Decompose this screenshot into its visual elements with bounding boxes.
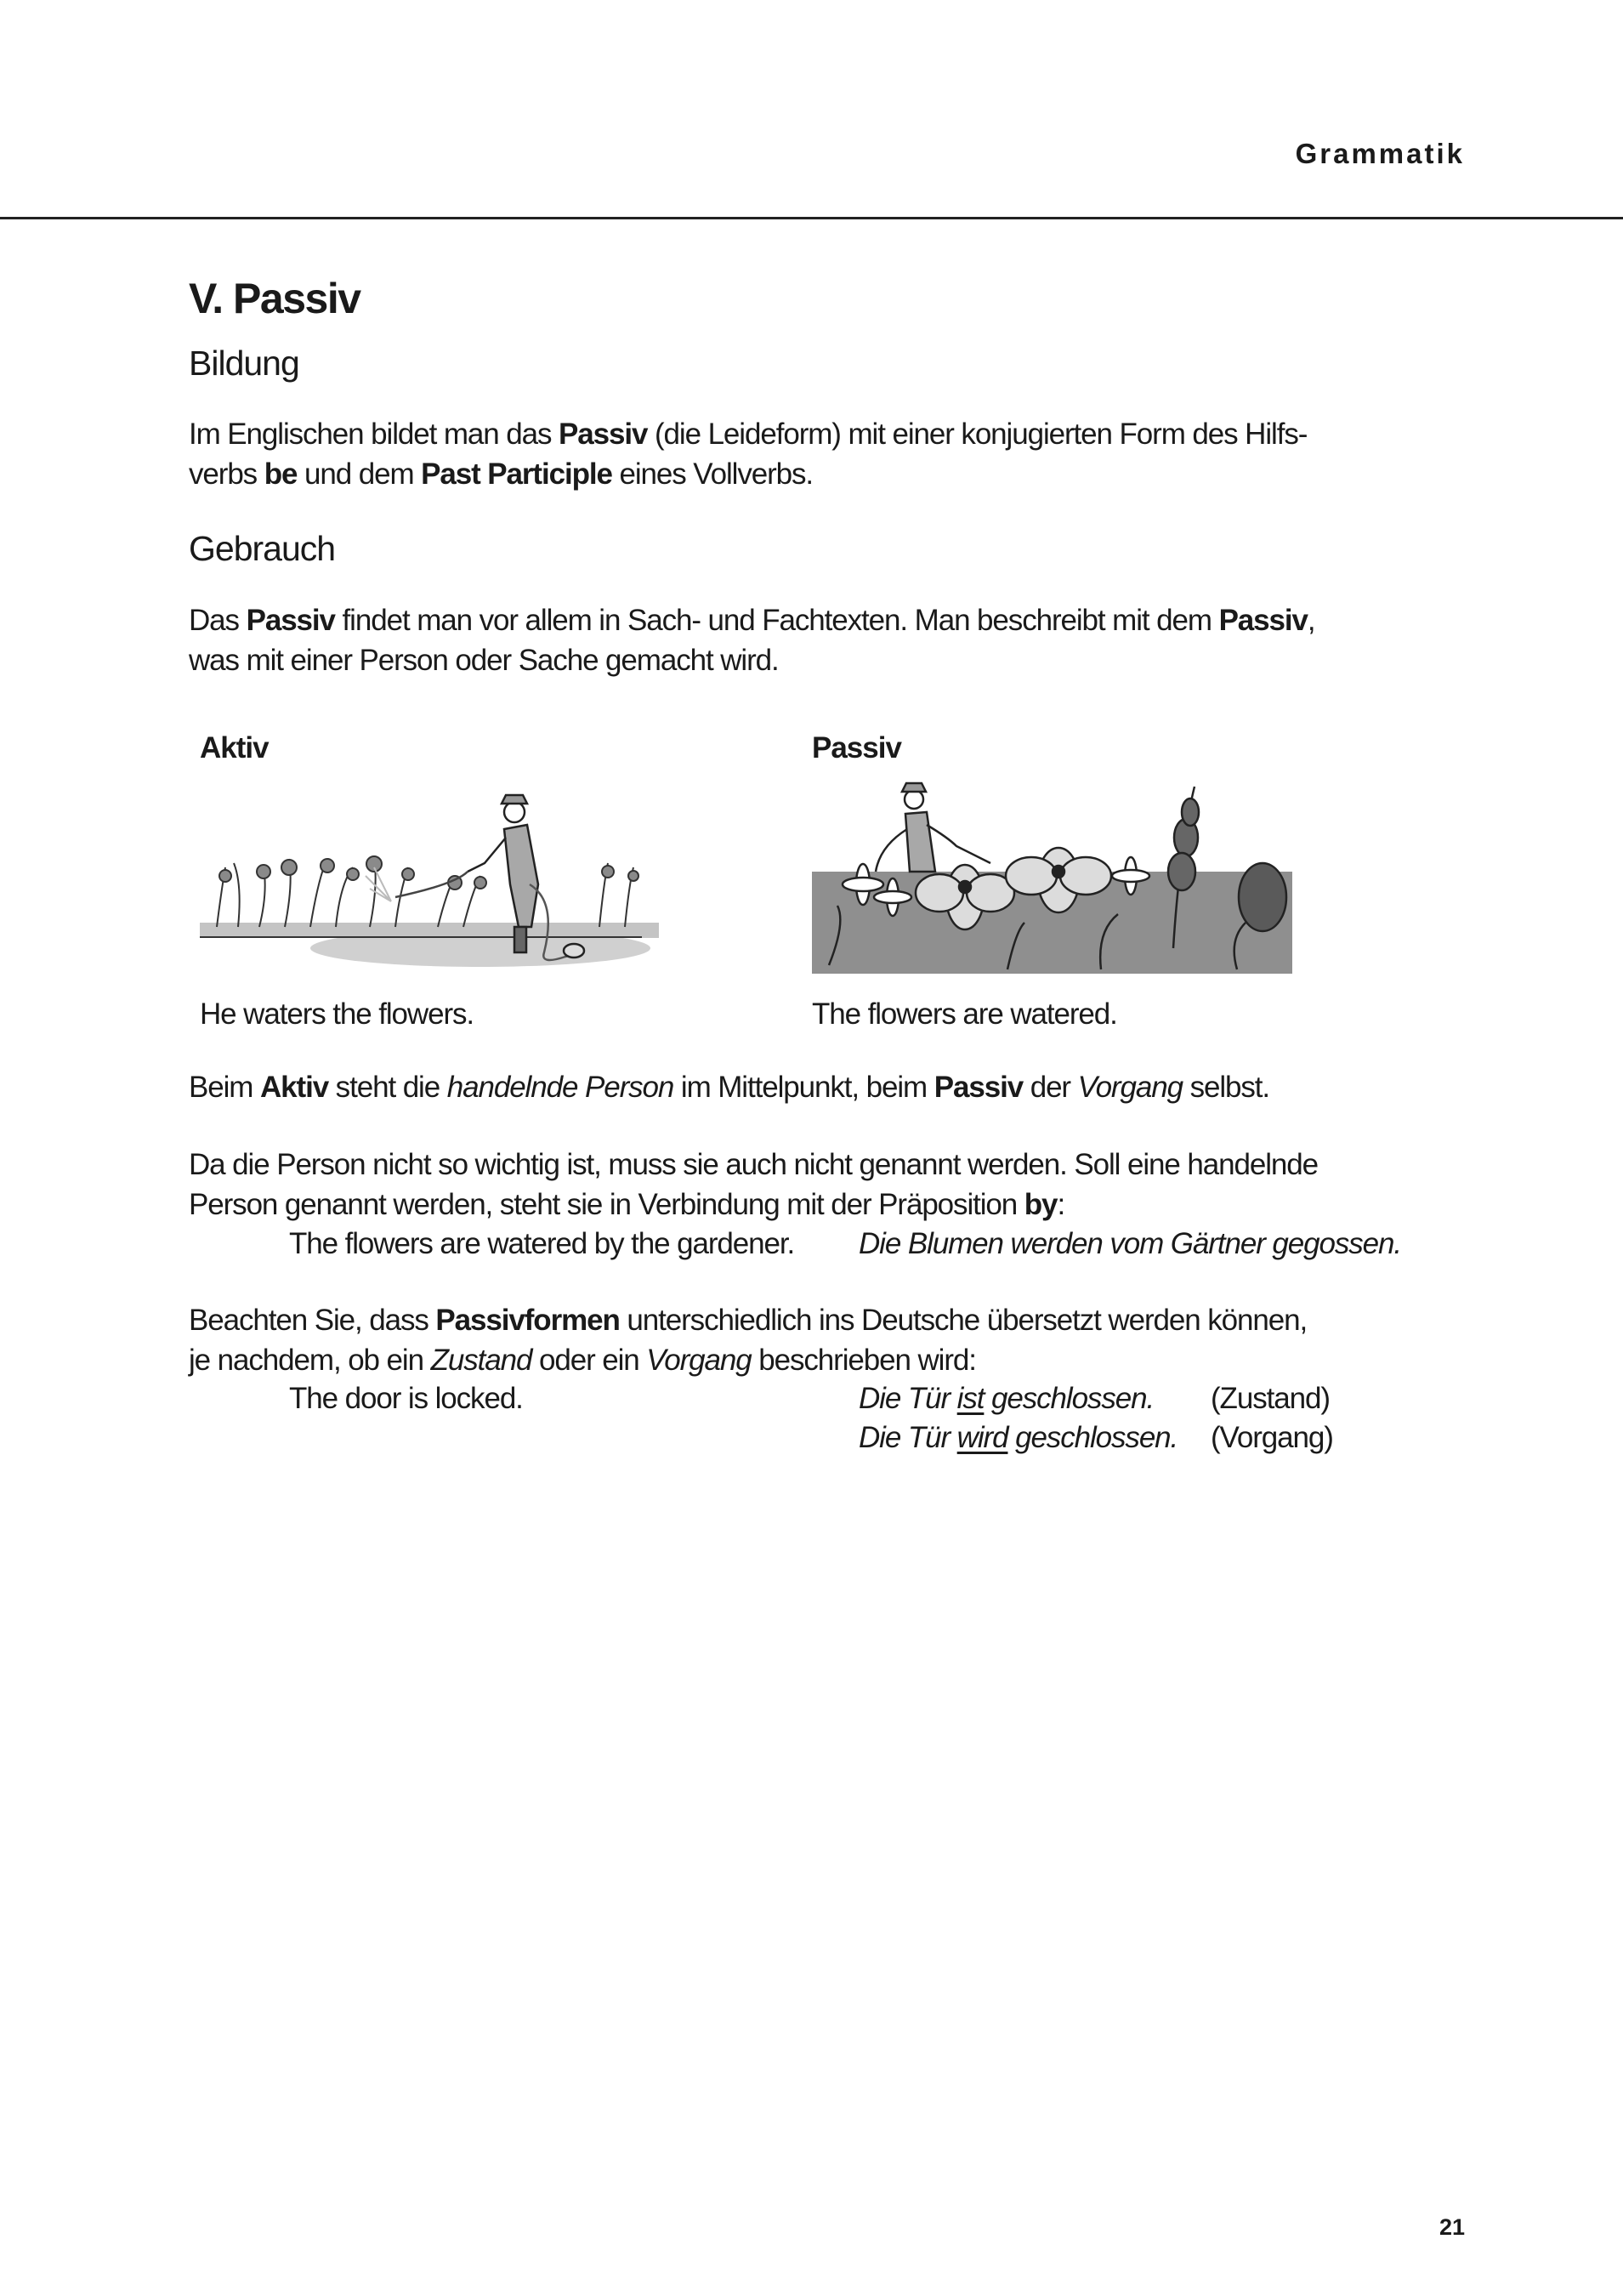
aktiv-caption: He waters the flowers.	[200, 997, 474, 1031]
italic-term: handelnde Person	[446, 1071, 674, 1104]
bold-term: Passiv	[559, 418, 648, 451]
text: Beachten Sie, dass	[189, 1304, 436, 1337]
text: steht die	[328, 1071, 447, 1104]
by-line-2	[189, 1185, 1064, 1225]
text: selbst.	[1182, 1071, 1270, 1104]
text: je nachdem, ob ein	[189, 1344, 431, 1377]
text: Die Tür	[859, 1421, 957, 1454]
text: verbs	[189, 457, 264, 491]
text: (die Leideform) mit einer konjugierten Form des Hilfs-	[647, 418, 1308, 451]
bold-term: be	[264, 457, 298, 491]
bildung-line-1	[189, 415, 1307, 454]
door-example-english: The door is locked.	[289, 1382, 523, 1415]
door-example-zustand	[859, 1379, 1154, 1418]
text: findet man vor allem in Sach- und Fachtexten. Man beschreibt mit dem	[334, 604, 1219, 637]
text: oder ein	[531, 1344, 647, 1377]
text: und dem	[297, 457, 422, 491]
gebrauch-line-1	[189, 601, 1315, 640]
section-title: V. Passiv	[189, 275, 360, 322]
passiv-caption: The flowers are watered.	[812, 997, 1117, 1031]
bold-term: Past Participle	[421, 457, 612, 491]
bildung-line-2	[189, 455, 813, 494]
forms-line-1	[189, 1301, 1307, 1340]
text: eines Vollverbs.	[611, 457, 814, 491]
aktiv-label: Aktiv	[200, 731, 269, 764]
bold-term: by	[1024, 1188, 1058, 1221]
text: geschlossen.	[984, 1382, 1155, 1415]
gardener-watering-illustration	[200, 782, 672, 974]
by-line-1: Da die Person nicht so wichtig ist, muss sie auch nicht genannt werden. Soll eine handelnde	[189, 1148, 1318, 1181]
vorgang-note: (Vorgang)	[1211, 1421, 1333, 1454]
by-example-german: Die Blumen werden vom Gärtner gegossen.	[859, 1227, 1401, 1260]
forms-line-2	[189, 1341, 976, 1380]
text: :	[1057, 1188, 1065, 1221]
text: der	[1023, 1071, 1078, 1104]
heading-bildung: Bildung	[189, 344, 299, 383]
text: im Mittelpunkt, beim	[673, 1071, 934, 1104]
by-example-english: The flowers are watered by the gardener.	[289, 1227, 795, 1260]
header-rule	[0, 217, 1623, 219]
gebrauch-line-2: was mit einer Person oder Sache gemacht wird.	[189, 644, 779, 677]
text: geschlossen.	[1007, 1421, 1178, 1454]
door-example-vorgang	[859, 1418, 1178, 1458]
bold-term: Passiv	[1218, 604, 1308, 637]
underlined-verb: wird	[956, 1421, 1008, 1454]
text: unterschiedlich ins Deutsche übersetzt werden können,	[619, 1304, 1308, 1337]
text: ,	[1307, 604, 1315, 637]
italic-term: Zustand	[430, 1344, 532, 1377]
zustand-note: (Zustand)	[1211, 1382, 1330, 1415]
focus-paragraph	[189, 1068, 1269, 1107]
text: Die Tür	[859, 1382, 957, 1415]
underlined-verb: ist	[956, 1382, 985, 1415]
text: Person genannt werden, steht sie in Verbindung mit der Präposition	[189, 1188, 1024, 1221]
bold-term: Passivformen	[435, 1304, 620, 1337]
running-header: Grammatik	[1295, 138, 1465, 169]
text: Das	[189, 604, 247, 637]
italic-term: Vorgang	[1077, 1071, 1183, 1104]
heading-gebrauch: Gebrauch	[189, 529, 336, 568]
text: Beim	[189, 1071, 260, 1104]
italic-term: Vorgang	[646, 1344, 752, 1377]
text: Im Englischen bildet man das	[189, 418, 559, 451]
bold-term: Passiv	[246, 604, 335, 637]
text: beschrieben wird:	[751, 1344, 976, 1377]
bold-term: Aktiv	[259, 1071, 329, 1104]
bold-term: Passiv	[934, 1071, 1024, 1104]
passiv-label: Passiv	[812, 731, 901, 764]
flowers-watered-illustration	[812, 778, 1292, 974]
page-number: 21	[1439, 2214, 1466, 2240]
